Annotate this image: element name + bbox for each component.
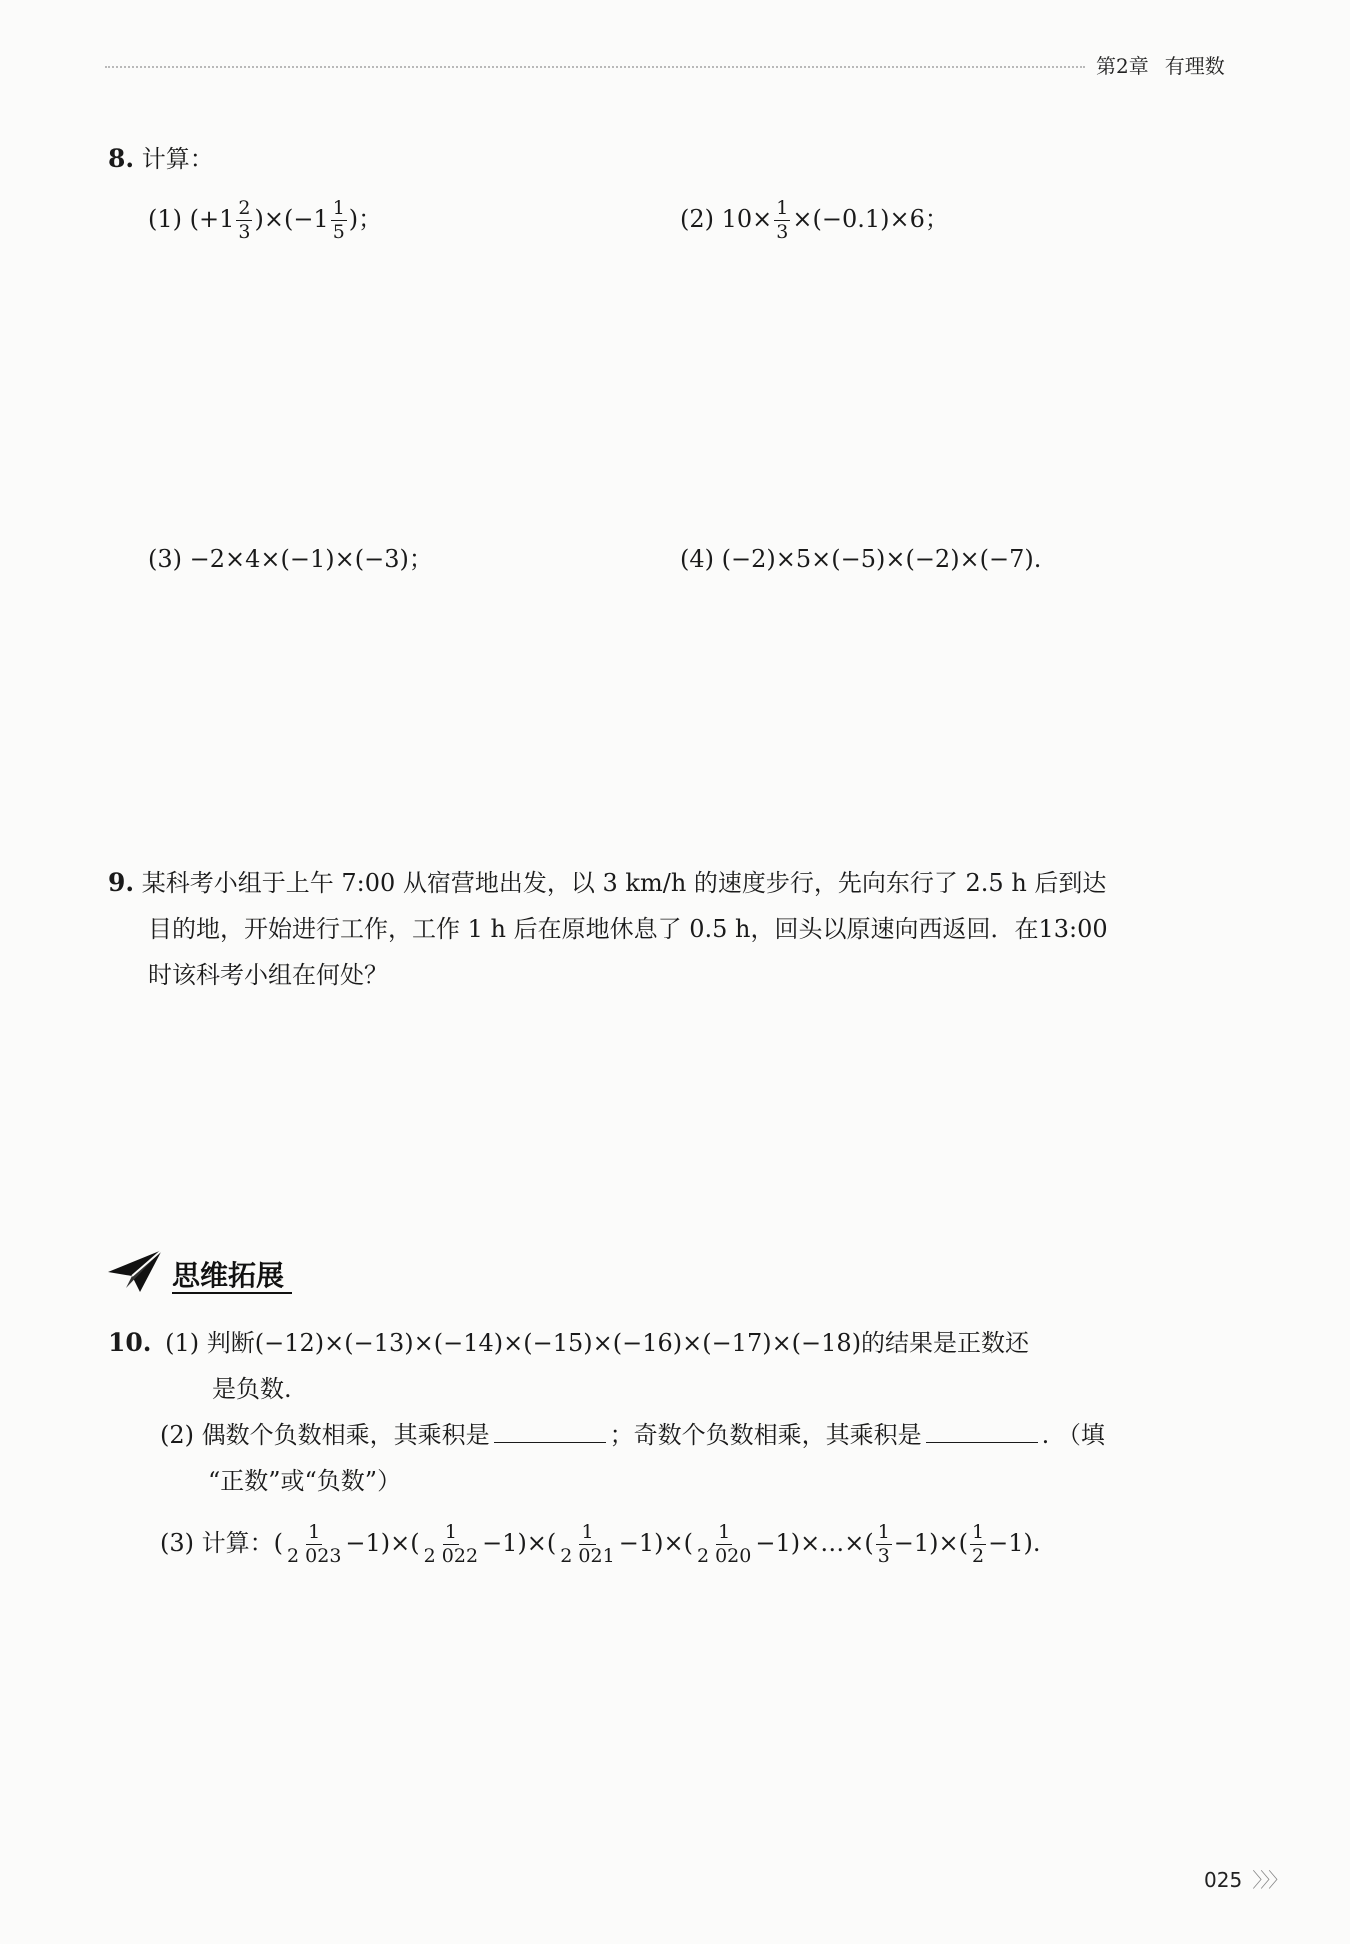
question-10-part-1-line-2: 是负数. (212, 1375, 292, 1403)
fraction (558, 1523, 616, 1566)
fraction (236, 199, 252, 242)
q10-part-2 (160, 1412, 1105, 1458)
q10-part-2-line-2: “正数”或“负数”） (208, 1467, 402, 1495)
question-9 (108, 860, 1106, 906)
numerator: 1 (308, 1521, 321, 1543)
text-c: . （填 (1041, 1421, 1105, 1449)
term-tail: −1)× (482, 1529, 547, 1557)
header-rule (105, 66, 1085, 68)
answer-blank-1[interactable] (494, 1414, 606, 1443)
term-tail: −1)×…× (755, 1529, 865, 1557)
q10-part-3 (160, 1520, 1040, 1566)
q8-part-4 (680, 536, 1041, 582)
text-b: ；奇数个负数相乘，其乘积是 (609, 1421, 922, 1449)
chapter-header (1096, 50, 1225, 79)
part-label: (1) (165, 1329, 200, 1357)
open-paren: ( (864, 1529, 874, 1557)
paper-plane-icon (106, 1248, 164, 1294)
denominator: 2 022 (423, 1545, 479, 1567)
expression: −2×4×(−1)×(−3)； (189, 545, 433, 573)
open-paren: ( (683, 1529, 693, 1557)
expr-pre: (+1 (189, 205, 235, 233)
section-title: 思维拓展 (172, 1259, 285, 1292)
term-tail: −1)× (618, 1529, 684, 1557)
denominator: 2 (972, 1545, 985, 1567)
denominator: 3 (776, 221, 789, 243)
question-9-line-2: 目的地，开始进行工作，工作 1 h 后在原地休息了 0.5 h，回头以原速向西返回．在13:00 (148, 915, 1108, 943)
numerator: 1 (332, 197, 345, 219)
denominator: 2 020 (696, 1545, 752, 1567)
fraction (876, 1523, 892, 1566)
numerator: 1 (972, 1521, 985, 1543)
part-label: (3) (160, 1529, 194, 1557)
part-label: (4) (680, 545, 714, 573)
question-number: 10. (108, 1328, 152, 1357)
denominator: 2 023 (287, 1545, 342, 1567)
chapter-title: 有理数 (1164, 54, 1225, 78)
numerator: 1 (581, 1521, 594, 1543)
chevrons-icon: 〉〉〉 (1252, 1868, 1287, 1892)
question-prompt: 计算： (141, 145, 214, 173)
numerator: 1 (718, 1521, 731, 1543)
fraction (695, 1523, 753, 1566)
denominator: 2 021 (560, 1545, 615, 1567)
term-tail: −1)× (893, 1529, 959, 1557)
denominator: 3 (238, 221, 251, 243)
open-paren: ( (410, 1529, 420, 1557)
part-label: (1) (148, 205, 182, 233)
numerator: 1 (444, 1521, 457, 1543)
denominator: 5 (332, 221, 345, 243)
prompt: 计算： (201, 1529, 274, 1557)
fraction (422, 1523, 480, 1566)
page-number-value: 025 (1204, 1868, 1243, 1892)
expr-pre: 10× (721, 205, 773, 233)
question-9-line-3: 时该科考小组在何处？ (148, 961, 388, 989)
chapter-label: 第2章 (1096, 54, 1149, 78)
q8-part-2 (680, 196, 949, 242)
expr-post: ×(−0.1)×6； (792, 205, 949, 233)
section-underline (172, 1292, 292, 1294)
fraction (774, 199, 790, 242)
expr-mid: )×(−1 (254, 205, 329, 233)
question-line: 某科考小组于上午 7:00 从宿营地出发，以 3 km/h 的速度步行，先向东行了 2.5 h 后到达 (141, 869, 1107, 897)
question-10 (108, 1320, 1029, 1366)
answer-blank-2[interactable] (926, 1414, 1038, 1443)
term-tail: −1). (988, 1529, 1041, 1557)
open-paren: ( (273, 1529, 284, 1557)
fraction (285, 1523, 343, 1566)
open-paren: ( (958, 1529, 969, 1557)
fraction (331, 199, 347, 242)
term-tail: −1)× (345, 1529, 411, 1557)
page-number (1204, 1864, 1286, 1893)
expr-post: )； (348, 205, 383, 233)
numerator: 2 (238, 197, 251, 219)
fraction (970, 1523, 986, 1566)
part-label: (3) (148, 545, 182, 573)
numerator: 1 (776, 197, 789, 219)
numerator: 1 (877, 1521, 890, 1543)
question-number: 9. (108, 868, 135, 897)
part-label: (2) (160, 1421, 194, 1449)
question-number: 8. (108, 144, 135, 173)
question-line: 判断(−12)×(−13)×(−14)×(−15)×(−16)×(−17)×(−18)的结果是正数还 (206, 1329, 1030, 1357)
text-a: 偶数个负数相乘，其乘积是 (201, 1421, 490, 1449)
product-expression (273, 1521, 1041, 1567)
expression: (−2)×5×(−5)×(−2)×(−7). (721, 545, 1042, 573)
part-label: (2) (680, 205, 714, 233)
denominator: 3 (877, 1545, 890, 1567)
q8-part-3 (148, 536, 433, 582)
open-paren: ( (546, 1529, 557, 1557)
question-8-heading (108, 136, 214, 182)
q8-part-1 (148, 196, 382, 242)
